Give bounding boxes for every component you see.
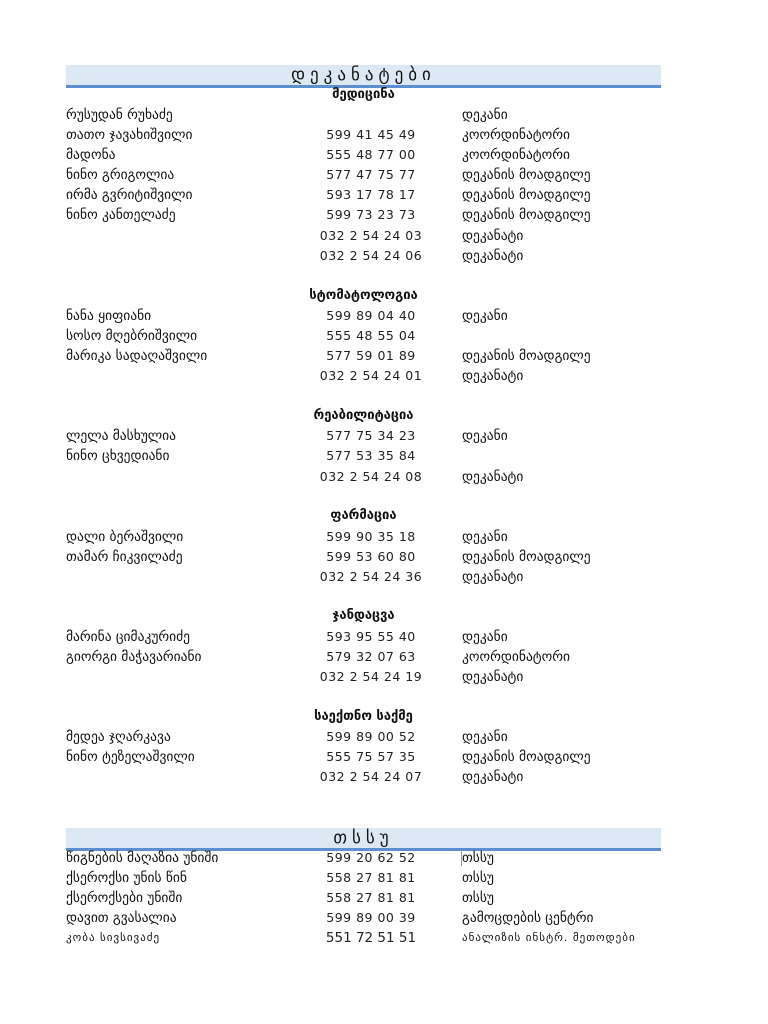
table-row <box>66 205 666 225</box>
contact-phone: 593 17 78 17 <box>326 187 416 202</box>
contact-name: ნანა ყიფიანი <box>66 308 152 324</box>
contact-name: კობა სივსივაძე <box>66 931 161 944</box>
contact-phone: 577 75 34 23 <box>326 428 416 443</box>
contact-phone: 599 41 45 49 <box>326 127 416 142</box>
table-row <box>66 105 666 125</box>
contact-role: თსსუ <box>462 850 494 866</box>
table-row <box>66 868 666 888</box>
contact-phone: 599 73 23 73 <box>326 207 416 222</box>
contact-phone: 599 53 60 80 <box>326 549 416 564</box>
contact-phone: 558 27 81 81 <box>326 870 416 885</box>
table-row <box>66 527 666 547</box>
contact-phone: 558 27 81 81 <box>326 890 416 905</box>
contact-phone: 599 90 35 18 <box>326 529 416 544</box>
section-heading: მედიცინა <box>332 87 395 102</box>
table-row <box>66 185 666 205</box>
table-row <box>66 888 666 908</box>
contact-phone: 555 48 77 00 <box>326 147 416 162</box>
contact-role: დეკანის მოადგილე <box>462 167 591 183</box>
contact-name: დალი ბერაშვილი <box>66 529 184 545</box>
contact-role: დეკანის მოადგილე <box>462 549 591 565</box>
contact-name: თათო ჯავახიშვილი <box>66 127 193 143</box>
contact-role: დეკანატი <box>462 228 524 244</box>
contact-role: კოორდინატორი <box>462 147 570 163</box>
contact-phone: 032 2 54 24 06 <box>319 248 423 263</box>
contact-role: დეკანი <box>462 529 508 545</box>
contact-role: თსსუ <box>462 870 494 886</box>
contact-phone: 032 2 54 24 36 <box>319 569 423 584</box>
contact-name: ნინო კანთელაძე <box>66 207 176 223</box>
contact-role: დეკანატი <box>462 248 524 264</box>
contact-role: გამოცდების ცენტრი <box>462 910 594 926</box>
contact-phone: 032 2 54 24 19 <box>319 669 423 684</box>
table-row <box>66 667 666 687</box>
section-heading: რეაბილიტაცია <box>313 408 414 423</box>
table-row <box>66 848 666 868</box>
contact-name: გიორგი მაჭავარიანი <box>66 649 202 665</box>
section-heading: ფარმაცია <box>330 508 397 523</box>
contact-role: დეკანის მოადგილე <box>462 749 591 765</box>
dekanatebi-banner: დეკანატები <box>66 65 661 88</box>
table-row <box>66 165 666 185</box>
contact-phone: 599 89 00 52 <box>326 729 416 744</box>
contact-name: წიგნების მაღაზია უნიში <box>66 850 219 866</box>
contact-name: მედეა ჯღარკავა <box>66 729 171 745</box>
contact-role: დეკანის მოადგილე <box>462 348 591 364</box>
contact-role: კოორდინატორი <box>462 649 570 665</box>
contact-phone: 551 72 51 51 <box>325 930 417 946</box>
contact-phone: 599 89 04 40 <box>326 308 416 323</box>
table-row <box>66 326 666 346</box>
contact-role: დეკანის მოადგილე <box>462 207 591 223</box>
contact-role: დეკანატი <box>462 368 524 384</box>
contact-role: დეკანი <box>462 308 508 324</box>
contact-phone: 555 75 57 35 <box>326 749 416 764</box>
contact-role: დეკანი <box>462 107 508 123</box>
contact-phone: 555 48 55 04 <box>326 328 416 343</box>
table-row <box>66 226 666 246</box>
contact-role: დეკანი <box>462 729 508 745</box>
table-row <box>66 145 666 165</box>
contact-name: რუსუდან რუხაძე <box>66 107 173 123</box>
contact-role: დეკანატი <box>462 669 524 685</box>
table-row <box>66 747 666 767</box>
contact-name: მადონა <box>66 147 116 163</box>
table-row <box>66 426 666 446</box>
contact-role: დეკანატი <box>462 469 524 485</box>
contact-role: თსსუ <box>462 890 494 906</box>
contact-phone: 593 95 55 40 <box>326 629 416 644</box>
contact-phone: 032 2 54 24 08 <box>319 469 423 484</box>
section-heading: ჯანდაცვა <box>332 608 395 623</box>
table-row <box>66 547 666 567</box>
table-row <box>66 767 666 787</box>
table-row <box>66 627 666 647</box>
section-heading: საექთნო საქმე <box>314 709 413 724</box>
table-row <box>66 727 666 747</box>
table-row <box>66 125 666 145</box>
contact-name: ნინო ცხვედიანი <box>66 448 170 464</box>
table-row <box>66 366 666 386</box>
contact-role: დეკანი <box>462 428 508 444</box>
table-row <box>66 246 666 266</box>
contact-phone: 577 47 75 77 <box>326 167 416 182</box>
contact-name: ნინო გრიგოლია <box>66 167 175 183</box>
contact-phone: 577 59 01 89 <box>326 348 416 363</box>
table-row <box>66 346 666 366</box>
table-row <box>66 567 666 587</box>
table-row <box>66 446 666 466</box>
table-row <box>66 908 666 928</box>
contact-phone: 599 20 62 52 <box>326 850 416 865</box>
contact-role: დეკანის მოადგილე <box>462 187 591 203</box>
contact-phone: 577 53 35 84 <box>326 448 416 463</box>
contact-role: დეკანი <box>462 629 508 645</box>
contact-phone: 032 2 54 24 03 <box>319 228 423 243</box>
section-heading: სტომატოლოგია <box>309 288 418 303</box>
contact-phone: 032 2 54 24 07 <box>319 769 423 784</box>
table-row <box>66 467 666 487</box>
contact-role: ანალიზის ინსტრ. მეთოდები <box>462 931 636 944</box>
contact-phone: 579 32 07 63 <box>326 649 416 664</box>
contact-phone: 032 2 54 24 01 <box>319 368 423 383</box>
contact-name: მარინა ციმაკურიძე <box>66 629 191 645</box>
contact-name: დავით გვასალია <box>66 910 177 926</box>
table-row <box>66 306 666 326</box>
contact-name: ქსეროქსები უნიში <box>66 890 183 906</box>
tsu-banner: თსსუ <box>66 828 661 851</box>
table-row <box>66 928 666 948</box>
contact-name: ქსეროქსი უნის წინ <box>66 870 187 886</box>
contact-name: ირმა გვრიტიშვილი <box>66 187 193 203</box>
contact-name: თამარ ჩიკვილაძე <box>66 549 183 565</box>
contact-name: ლელა მასხულია <box>66 428 177 444</box>
contact-role: დეკანატი <box>462 569 524 585</box>
contact-phone: 599 89 00 39 <box>326 910 416 925</box>
contact-name: მარიკა სადაღაშვილი <box>66 348 208 364</box>
table-row <box>66 647 666 667</box>
contact-name: ნინო ტეზელაშვილი <box>66 749 195 765</box>
contact-role: დეკანატი <box>462 769 524 785</box>
contact-name: სოსო მღებრიშვილი <box>66 328 198 344</box>
contact-role: კოორდინატორი <box>462 127 570 143</box>
